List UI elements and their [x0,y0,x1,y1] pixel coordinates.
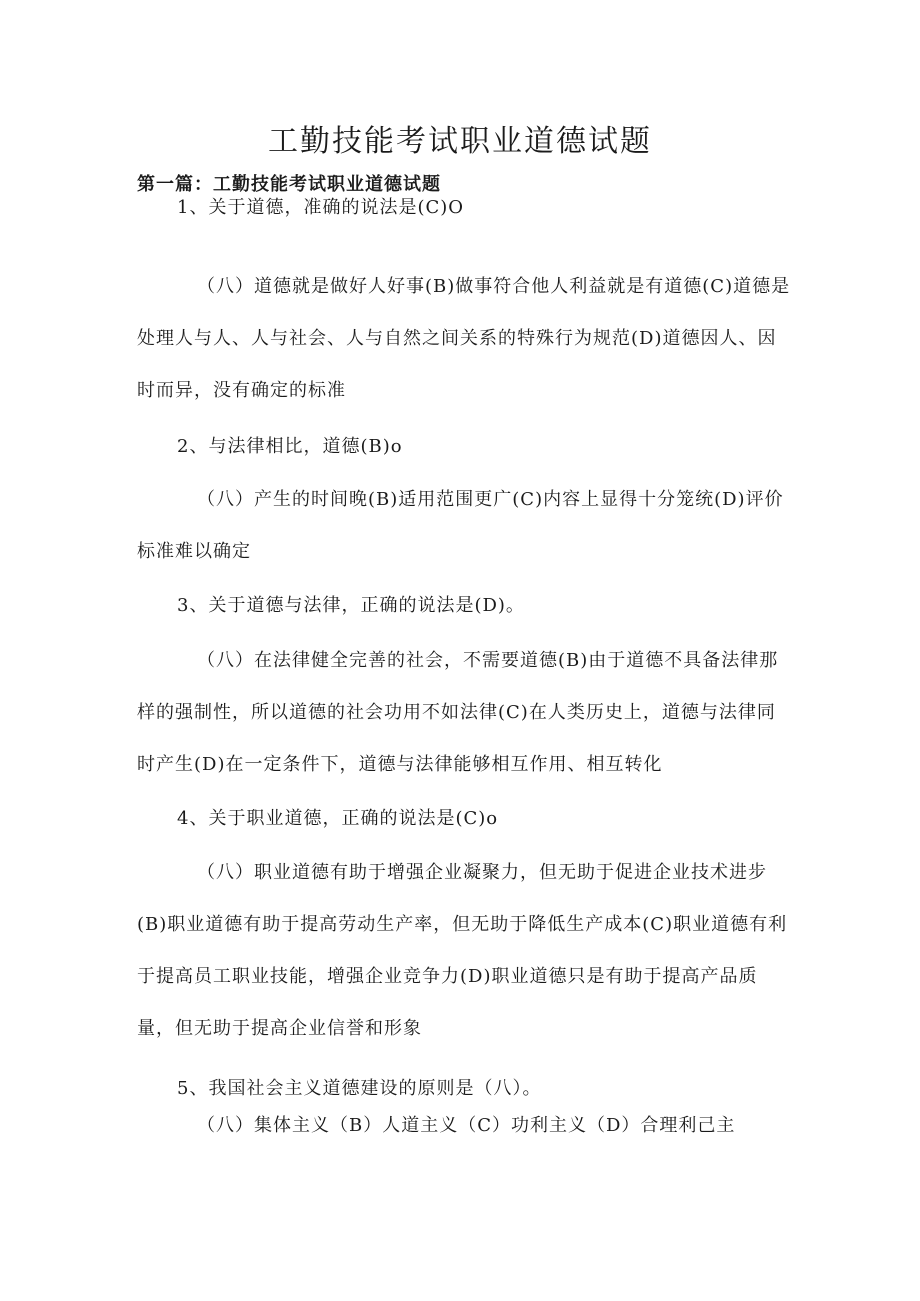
section-heading: 第一篇：工勤技能考试职业道德试题 [137,174,441,195]
question-4-stem: 4、关于职业道德，正确的说法是(C)o [177,808,499,829]
question-1-options: （八）道德就是做好人好事(B)做事符合他人利益就是有道德(C)道德是处理人与人、人与社会、人与自然之间关系的特殊行为规范(D)道德因人、因时而异，没有确定的标准 [137,276,791,401]
question-3-stem: 3、关于道德与法律，正确的说法是(D)。 [177,595,525,616]
question-5-options: （八）集体主义（B）人道主义（C）功利主义（D）合理利己主 [197,1115,736,1136]
question-4-options: （八）职业道德有助于增强企业凝聚力，但无助于促进企业技术进步(B)职业道德有助于提高劳动生产率，但无助于降低生产成本(C)职业道德有利于提高员工职业技能，增强企业竞争力(D)职业道德只是有助于提高产品质量，但无助于提高企业信誉和形象 [137,862,788,1039]
document-title: 工勤技能考试职业道德试题 [268,124,652,160]
question-2-options: （八）产生的时间晚(B)适用范围更广(C)内容上显得十分笼统(D)评价标准难以确定 [137,489,784,562]
question-3-options: （八）在法律健全完善的社会，不需要道德(B)由于道德不具备法律那样的强制性，所以道德的社会功用不如法律(C)在人类历史上，道德与法律同时产生(D)在一定条件下，道德与法律能够相互作用、相互转化 [137,650,779,775]
question-1-stem: 1、关于道德，准确的说法是(C)O [177,197,465,218]
question-2-stem: 2、与法律相比，道德(B)o [177,436,403,457]
question-5-stem: 5、我国社会主义道德建设的原则是（八）。 [177,1078,542,1099]
